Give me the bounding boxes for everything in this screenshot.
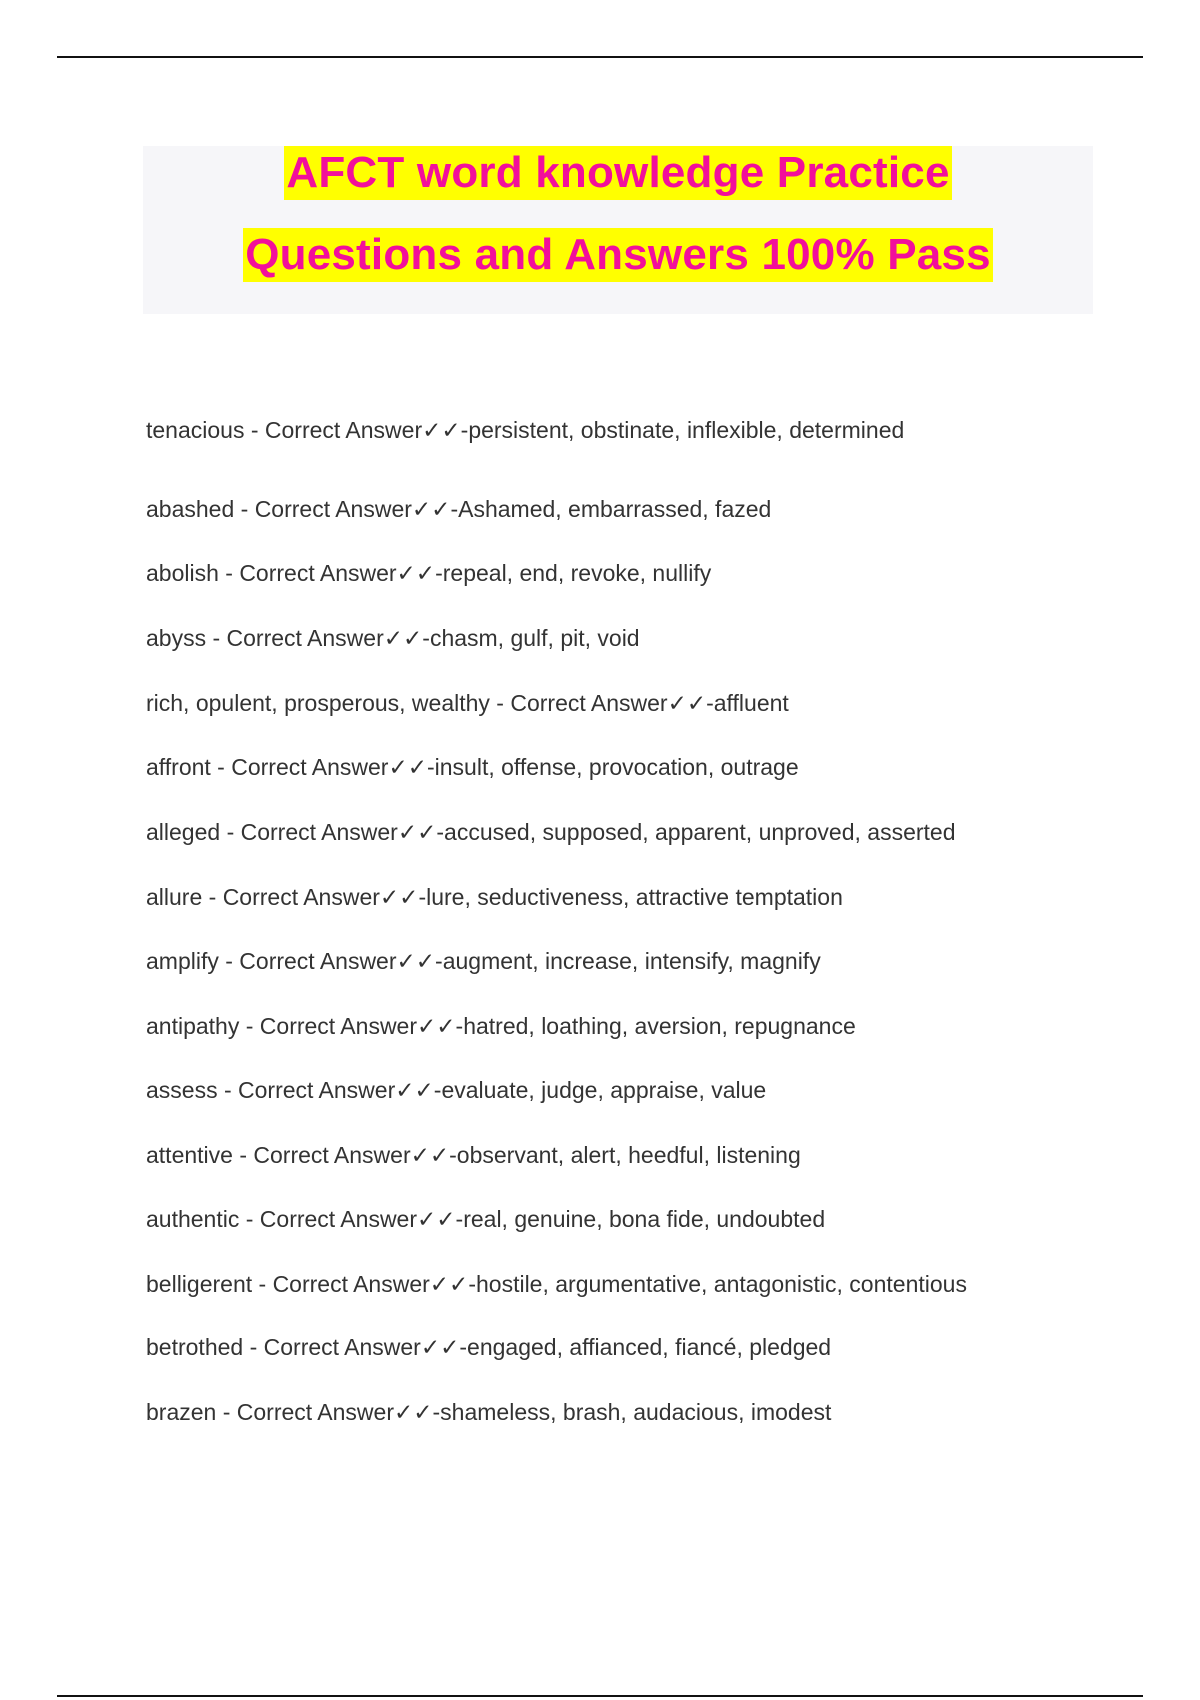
document-title-line-2: Questions and Answers 100% Pass: [243, 228, 993, 282]
qa-item: belligerent - Correct Answer✓✓-hostile, argumentative, antagonistic, contentious: [146, 1271, 967, 1297]
qa-item: affront - Correct Answer✓✓-insult, offense, provocation, outrage: [146, 754, 799, 780]
qa-item: authentic - Correct Answer✓✓-real, genuine, bona fide, undoubted: [146, 1206, 826, 1232]
bottom-rule: [57, 1695, 1143, 1697]
title-banner: [143, 146, 1093, 314]
document-title-line-1: AFCT word knowledge Practice: [284, 146, 951, 200]
qa-item: abashed - Correct Answer✓✓-Ashamed, embarrassed, fazed: [146, 496, 772, 522]
top-rule: [57, 56, 1143, 58]
qa-item: allure - Correct Answer✓✓-lure, seductiveness, attractive temptation: [146, 884, 843, 910]
qa-item: rich, opulent, prosperous, wealthy - Correct Answer✓✓-affluent: [146, 690, 789, 716]
qa-item: assess - Correct Answer✓✓-evaluate, judge, appraise, value: [146, 1077, 767, 1103]
qa-item: alleged - Correct Answer✓✓-accused, supposed, apparent, unproved, asserted: [146, 819, 956, 845]
qa-item: abyss - Correct Answer✓✓-chasm, gulf, pit, void: [146, 625, 640, 651]
qa-item: attentive - Correct Answer✓✓-observant, alert, heedful, listening: [146, 1142, 801, 1168]
qa-item: amplify - Correct Answer✓✓-augment, increase, intensify, magnify: [146, 948, 821, 974]
qa-item: antipathy - Correct Answer✓✓-hatred, loathing, aversion, repugnance: [146, 1013, 856, 1039]
qa-item: brazen - Correct Answer✓✓-shameless, brash, audacious, imodest: [146, 1399, 832, 1425]
qa-item: tenacious - Correct Answer✓✓-persistent, obstinate, inflexible, determined: [146, 417, 905, 443]
qa-item: abolish - Correct Answer✓✓-repeal, end, revoke, nullify: [146, 560, 712, 586]
qa-item: betrothed - Correct Answer✓✓-engaged, affianced, fiancé, pledged: [146, 1334, 832, 1360]
